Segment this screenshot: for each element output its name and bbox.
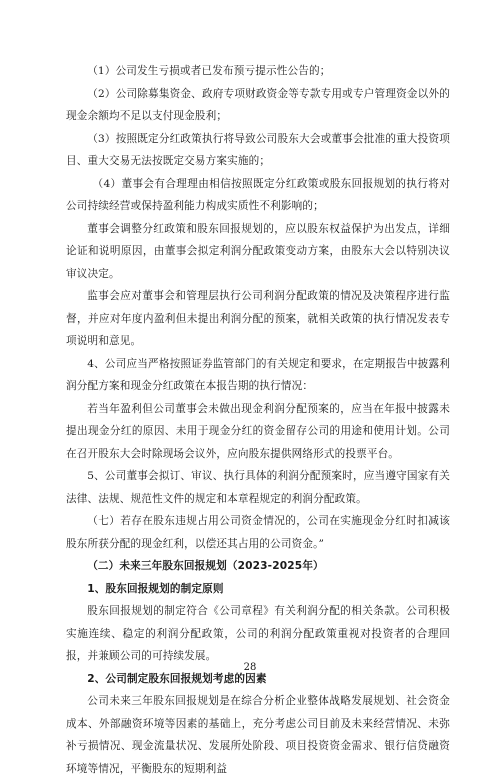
paragraph: 4、公司应当严格按照证券监管部门的有关规定和要求，在定期报告中披露利润分配方案和现金分红政策在本报告期的执行情况： — [66, 357, 450, 392]
paragraph: 股东回报规划的制定符合《公司章程》有关利润分配的相关条款。公司积极实施连续、稳定的利润分配政策，公司的利润分配政策重视对投资者的合理回报，并兼顾公司的可持续发展。 — [66, 605, 450, 662]
paragraph: 监事会应对董事会和管理层执行公司利润分配政策的情况及决策程序进行监督，并应对年度内盈利但未提出利润分配的预案，就相关政策的执行情况发表专项说明和意见。 — [66, 290, 450, 347]
paragraph: 若当年盈利但公司董事会未做出现金利润分配预案的，应当在年报中披露未提出现金分红的原因、未用于现金分红的资金留存公司的用途和使用计划。公司在召开股东大会时除现场会议外，应向股东提供网络形式的投票平台。 — [66, 402, 450, 460]
page-number: 28 — [243, 662, 257, 673]
paragraph: 董事会调整分红政策和股东回报规划的，应以股东权益保护为出发点，详细论证和说明原因，由董事会拟定利润分配政策变动方案，由股东大会以特别决议审议决定。 — [66, 222, 450, 280]
paragraph: （3）按照既定分红政策执行将导致公司股东大会或董事会批准的重大投资项目、重大交易无法按既定交易方案实施的； — [66, 132, 450, 167]
paragraph: （2）公司除募集资金、政府专项财政资金等专款专用或专户管理资金以外的现金余额均不足以支付现金股利； — [66, 87, 450, 122]
subsection-heading: 1、股东回报规划的制定原则 — [87, 582, 224, 595]
paragraph: （七）若存在股东违规占用公司资金情况的，公司在实施现金分红时扣减该股东所获分配的现金红利，以偿还其占用的公司资金。” — [66, 515, 450, 550]
paragraph: 5、公司董事会拟订、审议、执行具体的利润分配预案时，应当遵守国家有关法律、法规、规范性文件的规定和本章程规定的利润分配政策。 — [66, 470, 450, 505]
paragraph: （4）董事会有合理理由相信按照既定分红政策或股东回报规划的执行将对公司持续经营或保持盈利能力构成实质性不利影响的； — [66, 177, 450, 212]
section-heading: （二）未来三年股东回报规划（2023-2025年） — [87, 560, 324, 572]
paragraph: 公司未来三年股东回报规划是在综合分析企业整体战略发展规划、社会资金成本、外部融资环境等因素的基础上，充分考虑公司目前及未来经营情况、未弥补亏损情况、现金流量状况、发展所处阶段、项目投资资金需求、银行信贷融资环境等情况，平衡股东的短期利益 — [66, 695, 450, 775]
subsection-heading: 2、公司制定股东回报规划考虑的因素 — [87, 672, 267, 685]
paragraph: （1）公司发生亏损或者已发布预亏提示性公告的； — [87, 65, 331, 77]
